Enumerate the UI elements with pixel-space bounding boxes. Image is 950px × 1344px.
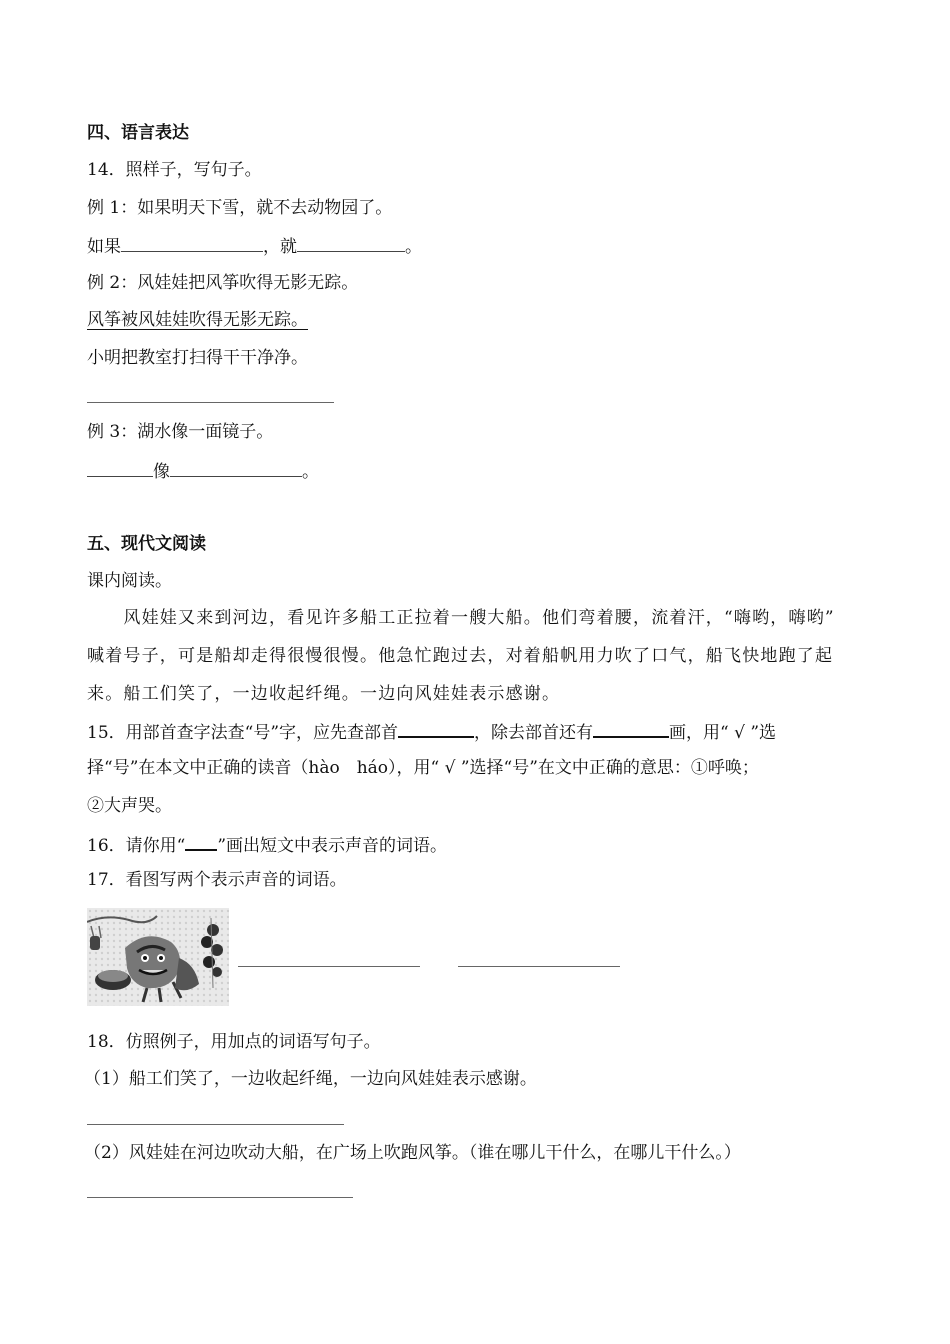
passage-line: 喊着号子，可是船却走得很慢很慢。他急忙跑过去，对着船帆用力吹了口气，船飞快地跑了起 (87, 646, 834, 666)
section4-heading: 四、语言表达 (87, 123, 189, 143)
question-17: 17．看图写两个表示声音的词语。 (87, 870, 347, 890)
answer-blank[interactable] (170, 458, 302, 477)
question-18-1: （1）船工们笑了，一边收起纤绳，一边向风娃娃表示感谢。 (84, 1069, 537, 1089)
prompt-text: 15．用部首查字法查“号”字，应先查部首 (87, 723, 399, 743)
answer-blank[interactable] (87, 458, 153, 477)
question-18-2: （2）风娃娃在河边吹动大船，在广场上吹跑风筝。（谁在哪儿干什么，在哪儿干什么。） (84, 1143, 741, 1163)
lion-dance-icon (87, 908, 229, 1006)
underline-sample (185, 831, 217, 851)
passage-line: 来。船工们笑了，一边收起纤绳。一边向风娃娃表示感谢。 (87, 684, 561, 704)
lion-dance-illustration (87, 908, 229, 1006)
example-3: 例 3：湖水像一面镜子。 (87, 422, 274, 442)
answer-blank[interactable] (297, 233, 405, 252)
stroke-count-blank[interactable] (593, 718, 669, 738)
prompt-text: ，除去部首还有 (474, 723, 594, 743)
passage-line: 风娃娃又来到河边，看见许多船工正拉着一艘大船。他们弯着腰，流着汗，“嗨哟，嗨哟” (87, 608, 835, 628)
answer-line[interactable] (87, 1124, 344, 1125)
example-2: 例 2：风娃娃把风筝吹得无影无踪。 (87, 273, 359, 293)
prompt-text: ，就 (263, 237, 297, 257)
question-15-line3: ②大声哭。 (87, 796, 172, 816)
prompt-text: 16．请你用“ (87, 836, 186, 856)
prompt-text: ”画出短文中表示声音的词语。 (217, 836, 448, 856)
reading-intro: 课内阅读。 (87, 571, 172, 591)
question-15 (87, 718, 776, 745)
prompt-text: 如果 (87, 237, 121, 257)
example-2-answer: 风筝被风娃娃吹得无影无踪。 (87, 310, 308, 330)
answer-line[interactable] (238, 966, 420, 967)
example-2-task: 小明把教室打扫得干干净净。 (87, 348, 308, 368)
prompt-text: 。 (405, 237, 422, 257)
example-1: 例 1：如果明天下雪，就不去动物园了。 (87, 198, 393, 218)
prompt-text: 像 (153, 462, 170, 482)
question-14: 14．照样子，写句子。 (87, 160, 262, 180)
answer-line[interactable] (87, 1197, 353, 1198)
radical-blank[interactable] (398, 718, 474, 738)
section5-heading: 五、现代文阅读 (87, 534, 206, 554)
example-1-prompt (87, 233, 422, 259)
prompt-text: 。 (302, 462, 319, 482)
answer-blank[interactable] (121, 233, 263, 252)
question-18: 18．仿照例子，用加点的词语写句子。 (87, 1032, 381, 1052)
prompt-text: 画，用“ √ ”选 (669, 723, 777, 743)
answer-line[interactable] (458, 966, 620, 967)
question-16 (87, 831, 447, 858)
example-3-prompt (87, 458, 319, 484)
question-15-line2: 择“号”在本文中正确的读音（hào háo），用“ √ ”选择“号”在文中正确的意思：①呼唤； (87, 758, 759, 778)
answer-line[interactable] (87, 402, 334, 403)
